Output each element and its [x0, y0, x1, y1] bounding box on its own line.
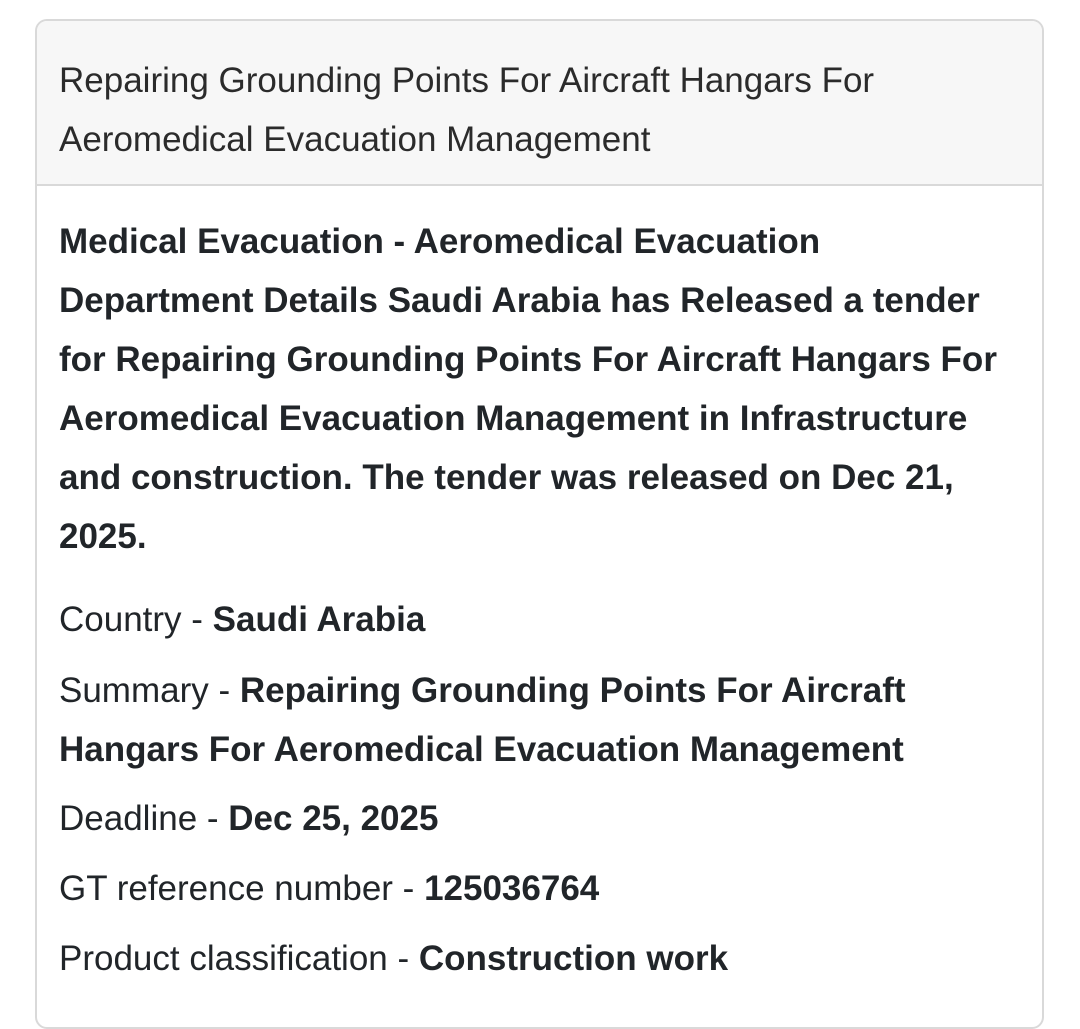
detail-country	[59, 590, 1020, 649]
detail-deadline	[59, 789, 1020, 848]
product-classification-label: Product classification -	[59, 939, 419, 978]
deadline-value: Dec 25, 2025	[228, 799, 439, 838]
summary-value: Repairing Grounding Points For Aircraft Hangars For Aeromedical Evacuation Management	[59, 671, 906, 769]
product-classification-value: Construction work	[418, 939, 729, 978]
detail-product-classification	[59, 929, 1020, 988]
deadline-label: Deadline -	[59, 799, 229, 838]
country-label: Country -	[59, 600, 213, 639]
country-value: Saudi Arabia	[212, 600, 426, 639]
gt-reference-label: GT reference number -	[59, 869, 425, 908]
tender-card	[35, 19, 1044, 1029]
tender-description	[59, 212, 1020, 566]
description-tender-title: Repairing Grounding Points For Aircraft Hangars For Aeromedical Evacuation Management	[59, 340, 997, 438]
tender-title[interactable]: Repairing Grounding Points For Aircraft Hangars For Aeromedical Evacuation Management	[59, 61, 875, 159]
organization-name: Medical Evacuation - Aeromedical Evacuation Department Details Saudi Arabia	[59, 222, 821, 320]
card-header	[37, 21, 1042, 186]
detail-summary	[59, 661, 1020, 779]
card-body	[37, 186, 1042, 988]
released-phrase: has Released a tender for	[59, 281, 980, 379]
summary-label: Summary -	[59, 671, 240, 710]
gt-reference-value: 125036764	[424, 869, 600, 908]
sector-sentence: Infrastructure and construction. The tender was released on Dec 21, 2025.	[59, 399, 968, 556]
in-phrase: in	[689, 399, 740, 438]
detail-gt-reference	[59, 859, 1020, 918]
